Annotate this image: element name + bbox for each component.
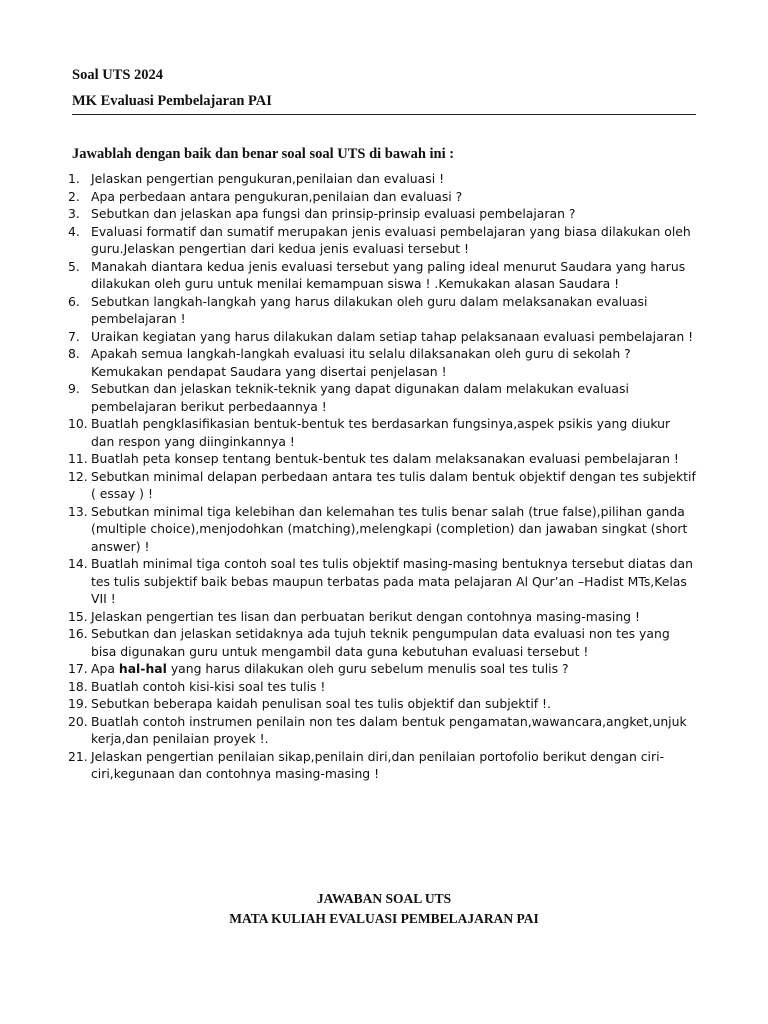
answer-heading-line2: MATA KULIAH EVALUASI PEMBELAJARAN PAI	[229, 911, 539, 926]
question-text	[91, 660, 696, 678]
question-item	[68, 678, 696, 696]
question-item	[68, 695, 696, 713]
question-number: 1.	[68, 171, 80, 186]
question-text: Jelaskan pengertian pengukuran,penilaian dan evaluasi !	[91, 171, 445, 186]
question-item	[68, 608, 696, 626]
question-text: Buatlah minimal tiga contoh soal tes tulis objektif masing-masing bentuknya tersebut diatas dan tes tulis subjektif baik bebas maupun terbatas pada mata pelajaran Al Qur’an –Hadist MTs,Kelas VII !	[91, 556, 693, 606]
question-item	[68, 328, 696, 346]
question-number: 16.	[68, 626, 88, 641]
question-item	[68, 503, 696, 556]
question-item	[68, 415, 696, 450]
question-number: 15.	[68, 608, 88, 624]
question-text: Sebutkan minimal delapan perbedaan antara tes tulis dalam bentuk objektif dengan tes subjektif ( essay ) !	[91, 468, 696, 501]
question-item	[68, 380, 696, 415]
question-item	[68, 205, 696, 223]
question-item	[68, 450, 696, 468]
question-text: Apa perbedaan antara pengukuran,penilaian dan evaluasi ?	[91, 188, 463, 204]
question-text: Sebutkan dan jelaskan setidaknya ada tujuh teknik pengumpulan data evaluasi non tes yang bisa digunakan guru untuk mengambil data guna kebutuhan evaluasi tersebut !	[91, 626, 670, 659]
question-number: 19.	[68, 696, 88, 711]
question-number: 2.	[68, 188, 80, 204]
question-number: 6.	[68, 293, 80, 309]
question-text: Evaluasi formatif dan sumatif merupakan jenis evaluasi pembelajaran yang biasa dilakukan oleh guru.Jelaskan pengertian dari kedua jenis evaluasi tersebut !	[91, 223, 691, 256]
question-number: 9.	[68, 381, 80, 396]
document-header	[72, 66, 696, 115]
question-number: 14.	[68, 556, 88, 571]
question-number: 5.	[68, 258, 80, 274]
question-text: Uraikan kegiatan yang harus dilakukan dalam setiap tahap pelaksanaan evaluasi pembelajaran !	[91, 328, 694, 344]
question-text: Buatlah contoh kisi-kisi soal tes tulis !	[91, 678, 326, 694]
question-number: 8.	[68, 346, 80, 361]
question-text-suffix: yang harus dilakukan oleh guru sebelum menulis soal tes tulis ?	[166, 661, 569, 676]
question-item	[68, 345, 696, 380]
question-text: Sebutkan langkah-langkah yang harus dilakukan oleh guru dalam melaksanakan evaluasi pembelajaran !	[91, 293, 648, 326]
question-text: Apakah semua langkah-langkah evaluasi itu selalu dilaksanakan oleh guru di sekolah ? Kemukakan pendapat Saudara yang disertai penjelasan !	[91, 346, 631, 379]
question-number: 7.	[68, 328, 80, 344]
question-item	[68, 748, 696, 783]
question-text-bold: hal-hal	[118, 661, 167, 676]
answer-heading-line1: JAWABAN SOAL UTS	[316, 891, 452, 906]
question-item	[68, 293, 696, 328]
question-text: Sebutkan minimal tiga kelebihan dan kelemahan tes tulis benar salah (true false),pilihan ganda (multiple choice),menjodohkan (matching),melengkapi (completion) dan jawaban singkat (short answer) !	[91, 503, 688, 554]
question-item	[68, 170, 696, 188]
question-item	[68, 258, 696, 293]
question-text: Jelaskan pengertian penilaian sikap,penilain diri,dan penilaian portofolio berikut dengan ciri-ciri,kegunaan dan contohnya masing-masing !	[91, 748, 664, 781]
question-number: 20.	[68, 713, 88, 729]
question-text: Buatlah peta konsep tentang bentuk-bentuk tes dalam melaksanakan evaluasi pembelajaran !	[91, 451, 679, 466]
question-number: 21.	[68, 748, 88, 764]
question-number: 12.	[68, 468, 88, 484]
question-item	[68, 713, 696, 748]
question-text: Sebutkan dan jelaskan teknik-teknik yang dapat digunakan dalam melakukan evaluasi pembelajaran berikut perbedaannya !	[91, 381, 629, 414]
instruction-text: Jawablah dengan baik dan benar soal soal UTS di bawah ini :	[72, 146, 455, 162]
question-number: 4.	[68, 223, 80, 239]
question-item	[68, 468, 696, 503]
question-number: 18.	[68, 678, 88, 694]
header-divider	[72, 114, 696, 115]
question-text: Buatlah pengklasifikasian bentuk-bentuk tes berdasarkan fungsinya,aspek psikis yang diukur dan respon yang diinginkannya !	[91, 416, 671, 449]
question-number: 11.	[68, 451, 88, 466]
question-text: Manakah diantara kedua jenis evaluasi tersebut yang paling ideal menurut Saudara yang harus dilakukan oleh guru untuk menilai kemampuan siswa ! .Kemukakan alasan Saudara !	[91, 258, 686, 291]
answer-section-heading	[0, 889, 768, 929]
question-text: Sebutkan beberapa kaidah penulisan soal tes tulis objektif dan subjektif !.	[91, 696, 551, 711]
question-text: Jelaskan pengertian tes lisan dan perbuatan berikut dengan contohnya masing-masing !	[91, 608, 640, 624]
question-text: Buatlah contoh instrumen penilain non tes dalam bentuk pengamatan,wawancara,angket,unjuk kerja,dan penilaian proyek !.	[91, 713, 687, 746]
question-item	[68, 660, 696, 678]
question-item	[68, 625, 696, 660]
question-text: Sebutkan dan jelaskan apa fungsi dan prinsip-prinsip evaluasi pembelajaran ?	[91, 206, 576, 221]
question-number: 13.	[68, 503, 88, 519]
question-list	[68, 170, 696, 783]
question-item	[68, 223, 696, 258]
question-number: 10.	[68, 416, 88, 431]
question-item	[68, 555, 696, 608]
exam-title: Soal UTS 2024	[72, 67, 164, 83]
question-number: 3.	[68, 206, 80, 221]
course-title: MK Evaluasi Pembelajaran PAI	[72, 93, 272, 109]
question-number: 17.	[68, 661, 88, 676]
question-item	[68, 188, 696, 206]
question-text-prefix: Apa	[91, 661, 119, 676]
